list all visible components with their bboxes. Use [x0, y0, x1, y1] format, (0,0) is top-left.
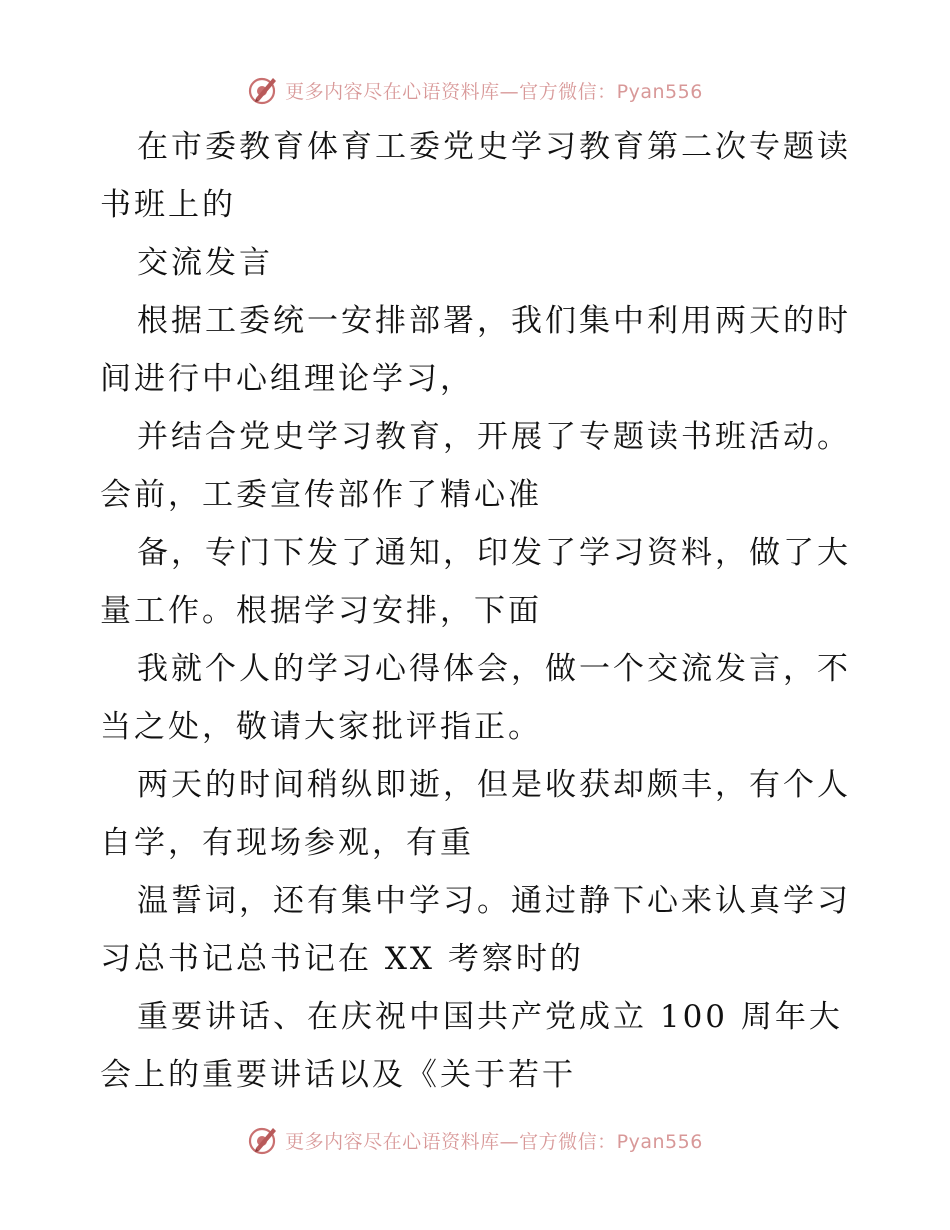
paragraph-title: 在市委教育体育工委党史学习教育第二次专题读 书班上的 [100, 129, 851, 223]
paragraph: 温誓词，还有集中学习。通过静下心来认真学习 习总书记总书记在 XX 考察时的 [100, 883, 851, 977]
pen-logo-icon [247, 74, 279, 106]
paragraph: 备，专门下发了通知，印发了学习资料，做了大 量工作。根据学习安排，下面 [100, 535, 851, 629]
pen-logo-icon [247, 1124, 279, 1156]
paragraph: 我就个人的学习心得体会，做一个交流发言，不 当之处，敬请大家批评指正。 [100, 651, 851, 745]
paragraph: 并结合党史学习教育，开展了专题读书班活动。 会前，工委宣传部作了精心准 [100, 419, 851, 513]
banner-text: 更多内容尽在心语资料库—官方微信：Pyan556 [285, 1130, 703, 1153]
paragraph: 重要讲话、在庆祝中国共产党成立 100 周年大 会上的重要讲话以及《关于若干 [100, 999, 843, 1093]
paragraph: 根据工委统一安排部署，我们集中利用两天的时 间进行中心组理论学习， [100, 303, 851, 397]
footer-watermark-banner [0, 1120, 950, 1160]
paragraph-subtitle: 交流发言 [137, 245, 273, 281]
paragraph: 两天的时间稍纵即逝，但是收获却颇丰，有个人 自学，有现场参观，有重 [100, 767, 851, 861]
header-watermark-banner [0, 70, 950, 110]
banner-text: 更多内容尽在心语资料库—官方微信：Pyan556 [285, 80, 703, 103]
document-body [100, 118, 860, 1104]
